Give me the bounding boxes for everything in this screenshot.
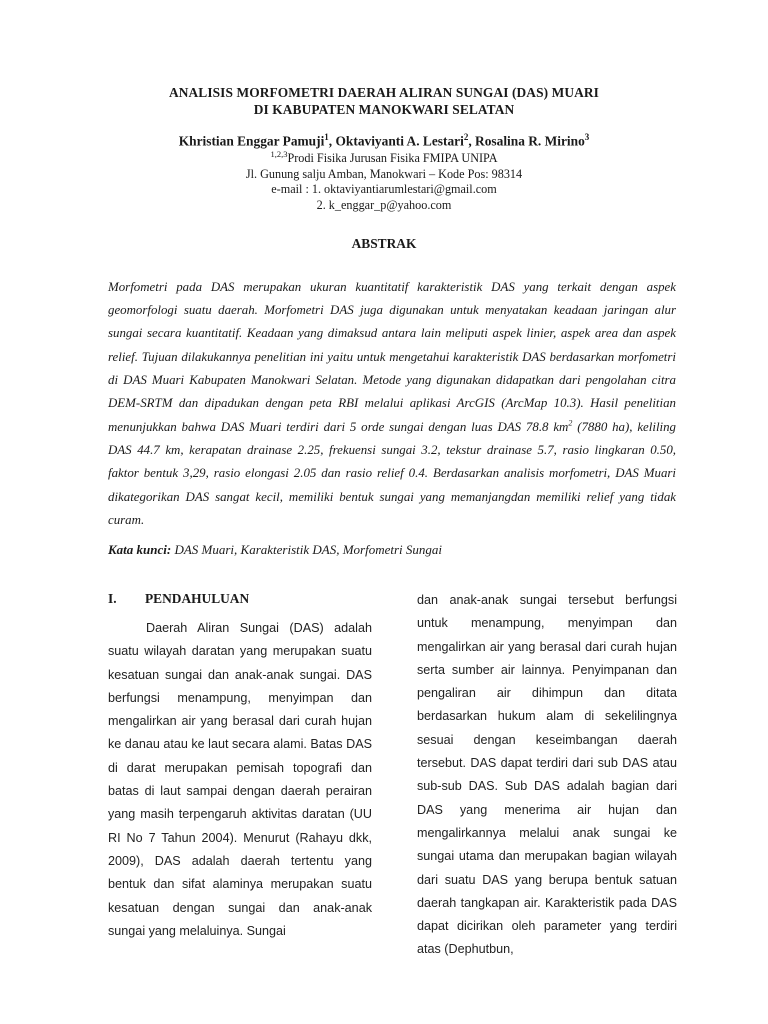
author-name: Khristian Enggar Pamuji — [178, 133, 325, 149]
abstract-text — [108, 276, 676, 532]
email-2: 2. k_enggar_p@yahoo.com — [316, 198, 452, 213]
left-column-paragraph: Daerah Aliran Sungai (DAS) adalah suatu wilayah daratan yang merupakan suatu kesatuan sungai dan anak-anak sungai. DAS berfungsi menampung, menyimpan dan mengalirkan air yang berasal dari curah hujan ke danau atau ke laut secara alami. Batas DAS di darat merupakan pemisah topografi dan batas di laut sampai dengan daerah perairan yang masih terpengaruh aktivitas daratan (UU RI No 7 Tahun 2004). Menurut (Rahayu dkk, 2009), DAS adalah daerah tertentu yang bentuk dan sifat alaminya merupakan suatu kesatuan dengan sungai dan anak-anak sungai yang melaluinya. Sungai — [108, 621, 372, 938]
author-separator: , — [468, 133, 476, 149]
affiliation-block — [60, 147, 708, 214]
author-mark: 3 — [584, 132, 590, 142]
abstract-text-part2: (7880 ha), keliling DAS 44.7 km, kerapatan drainase 2.25, frekuensi sungai 3.2, tekstur drainase 5.7, rasio lingkaran 0.50, faktor bentuk 3,29, rasio elongasi 2.05 dan rasio relief 0.4. Berdasarkan analisis morfometri, DAS Muari dikategorikan DAS sangat kecil, memiliki bentuk sungai yang memanjangdan memiliki relief yang tidak curam. — [108, 419, 676, 527]
email-1: e-mail : 1. oktaviyantiarumlestari@gmail.com — [271, 182, 497, 197]
address: Jl. Gunung salju Amban, Manokwari – Kode Pos: 98314 — [245, 166, 523, 181]
keywords-label: Kata kunci: — [108, 542, 172, 557]
author-separator: , — [328, 133, 336, 149]
author-name: Rosalina R. Mirino — [475, 133, 585, 149]
keywords — [108, 542, 676, 558]
paper-title — [60, 84, 708, 118]
affiliation-mark: 1,2,3 — [270, 149, 288, 159]
section-heading — [108, 591, 372, 607]
abstract-superscript: 2 — [568, 418, 573, 428]
right-column — [417, 589, 677, 962]
affiliation-text: Prodi Fisika Jurusan Fisika FMIPA UNIPA — [287, 151, 498, 165]
right-column-paragraph: dan anak-anak sungai tersebut berfungsi untuk menampung, menyimpan dan mengalirkan air yang berasal dari curah hujan serta sumber air lainnya. Penyimpanan dan pengaliran air dihimpun dan ditata berdasarkan hukum alam di sekelilingnya sesuai dengan keseimbangan daerah tersebut. DAS dapat terdiri dari sub DAS atau sub-sub DAS. Sub DAS adalah bagian dari DAS yang menerima air hujan dan mengalirkannya melalui anak sungai ke sungai utama dan merupakan bagian wilayah dari suatu DAS yang berupa bentuk satuan daerah tangkapan air. Karakteristik pada DAS dapat dicirikan oleh parameter yang terdiri atas (Dephutbun, — [417, 593, 677, 957]
abstract-text-part1: Morfometri pada DAS merupakan ukuran kuantitatif karakteristik DAS yang terkait dengan aspek geomorfologi suatu daerah. Morfometri DAS juga digunakan untuk menyatakan keadaan jaringan alur sungai secara kuantitatif. Keadaan yang dimaksud antara lain meliputi aspek linier, aspek area dan aspek relief. Tujuan dilakukannya penelitian ini yaitu untuk mengetahui karakteristik DAS berdasarkan morfometri di DAS Muari Kabupaten Manokwari Selatan. Metode yang digunakan didapatkan dari pengolahan citra DEM-SRTM dan dipadukan dengan peta RBI melalui aplikasi ArcGIS (ArcMap 10.3). Hasil penelitian menunjukkan bahwa DAS Muari terdiri dari 5 orde sungai dengan luas DAS 78.8 km — [108, 279, 676, 434]
left-column — [108, 591, 372, 943]
author-mark: 1 — [324, 132, 329, 142]
title-line-1: ANALISIS MORFOMETRI DAERAH ALIRAN SUNGAI (DAS) MUARI — [168, 85, 599, 100]
title-line-2: DI KABUPATEN MANOKWARI SELATAN — [253, 102, 515, 117]
abstract-heading: ABSTRAK — [351, 236, 417, 251]
section-number: I. — [108, 591, 117, 606]
keywords-text: DAS Muari, Karakteristik DAS, Morfometri Sungai — [171, 542, 443, 557]
affiliation — [60, 147, 708, 167]
author-name: Oktaviyanti A. Lestari — [335, 133, 464, 149]
author-mark: 2 — [463, 132, 469, 142]
section-title: PENDAHULUAN — [145, 591, 250, 606]
